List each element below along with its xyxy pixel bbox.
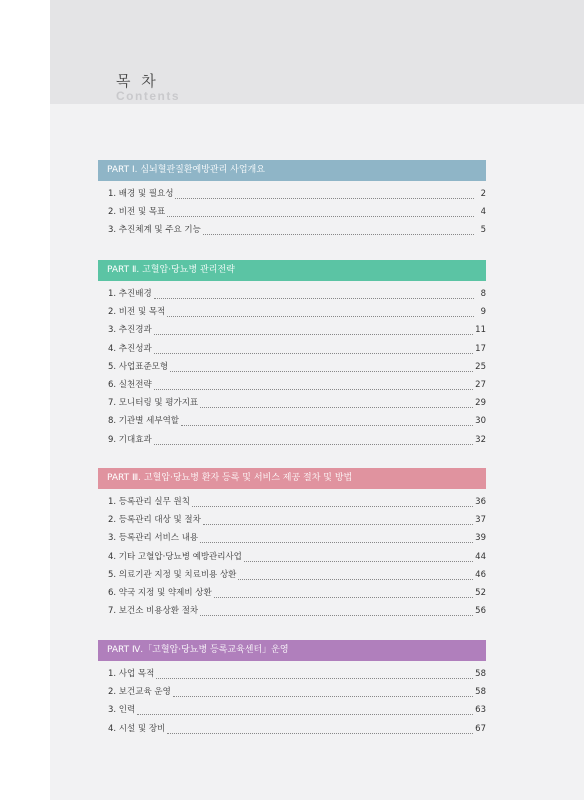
dot-leader	[200, 406, 473, 408]
page-subtitle: Contents	[116, 89, 180, 103]
toc-entry[interactable]	[98, 205, 486, 223]
toc-entry[interactable]	[98, 378, 486, 396]
toc-entry-label: 4. 시설 및 장비	[108, 723, 166, 734]
toc-entry[interactable]	[98, 513, 486, 531]
dot-leader	[214, 596, 473, 598]
toc-page-number: 58	[475, 687, 486, 698]
toc-entry[interactable]	[98, 586, 486, 604]
toc-page-number: 25	[475, 361, 486, 372]
dot-leader	[154, 333, 474, 335]
toc-page-number: 36	[475, 497, 486, 507]
toc-entry-label: 6. 약국 지정 및 약제비 상환	[108, 587, 212, 598]
toc-entry[interactable]	[98, 223, 486, 241]
dot-leader	[175, 197, 474, 199]
dot-leader	[244, 560, 473, 562]
part-3-header[interactable]: PART Ⅲ. 고혈압·당뇨병 환자 등록 및 서비스 제공 절차 및 방법	[98, 468, 486, 489]
toc-entry[interactable]	[98, 495, 486, 513]
left-margin-strip	[0, 0, 50, 800]
toc-page-number: 8	[480, 289, 486, 299]
toc-list	[98, 187, 486, 242]
toc-page-number: 9	[480, 307, 486, 318]
toc-entry-label: 4. 추진성과	[108, 343, 152, 354]
dot-leader	[154, 297, 474, 299]
toc-entry-label: 2. 보건교육 운영	[108, 687, 171, 698]
toc-entry-label: 2. 등록관리 대상 및 절차	[108, 515, 201, 526]
dot-leader	[167, 215, 474, 217]
toc-entry[interactable]	[98, 550, 486, 568]
toc-entry[interactable]	[98, 703, 486, 721]
dot-leader	[181, 424, 473, 426]
dot-leader	[154, 352, 474, 354]
dot-leader	[203, 523, 473, 525]
toc-page-number: 46	[475, 569, 486, 580]
toc-page-number: 2	[480, 189, 486, 199]
toc-entry-label: 9. 기대효과	[108, 434, 152, 445]
toc-list	[98, 495, 486, 622]
toc-entry[interactable]	[98, 604, 486, 622]
toc-entry-label: 1. 사업 목적	[108, 669, 155, 679]
toc-page-number: 29	[475, 398, 486, 409]
toc-entry-label: 3. 인력	[108, 705, 136, 716]
toc-entry[interactable]	[98, 323, 486, 341]
toc-entry[interactable]	[98, 287, 486, 305]
toc-page-number: 27	[475, 379, 486, 390]
toc-entry[interactable]	[98, 360, 486, 378]
toc-entry[interactable]	[98, 414, 486, 432]
toc-page-number: 4	[480, 207, 486, 218]
toc-entry-label: 7. 모니터링 및 평가지표	[108, 398, 199, 409]
dot-leader	[154, 443, 474, 445]
toc-entry[interactable]	[98, 396, 486, 414]
part-4-header[interactable]: PART Ⅳ.「고혈압·당뇨병 등록교육센터」운영	[98, 640, 486, 661]
toc-entry[interactable]	[98, 305, 486, 323]
dot-leader	[154, 388, 474, 390]
dot-leader	[170, 370, 473, 372]
toc-entry-label: 5. 의료기관 지정 및 치료비용 상환	[108, 569, 237, 580]
toc-entry-label: 2. 비전 및 목적	[108, 307, 166, 318]
part-2-header[interactable]: PART Ⅱ. 고혈압·당뇨병 관리전략	[98, 260, 486, 281]
dot-leader	[137, 713, 473, 715]
toc-entry-label: 3. 등록관리 서비스 내용	[108, 533, 199, 544]
toc-entry-label: 1. 배경 및 필요성	[108, 189, 174, 199]
toc-entry[interactable]	[98, 342, 486, 360]
toc-entry-label: 1. 등록관리 실무 원칙	[108, 497, 190, 507]
toc-entry-label: 1. 추진배경	[108, 289, 152, 299]
toc-section-part-1	[98, 160, 486, 242]
toc-entry[interactable]	[98, 568, 486, 586]
toc-entry[interactable]	[98, 667, 486, 685]
part-1-header[interactable]: PART Ⅰ. 심뇌혈관질환예방관리 사업개요	[98, 160, 486, 181]
toc-page-number: 17	[475, 343, 486, 354]
toc-entry-label: 6. 실천전략	[108, 379, 152, 390]
toc-entry[interactable]	[98, 722, 486, 740]
toc-page-number: 37	[475, 515, 486, 526]
toc-entry[interactable]	[98, 685, 486, 703]
toc-page-number: 52	[475, 587, 486, 598]
toc-entry-label: 5. 사업표준모형	[108, 361, 169, 372]
toc-page-number: 5	[480, 225, 486, 236]
toc-entry-label: 8. 기관별 세부역할	[108, 416, 179, 427]
dot-leader	[156, 677, 473, 679]
dot-leader	[238, 578, 473, 580]
toc-entry-label: 2. 비전 및 목표	[108, 207, 166, 218]
toc-entry-label: 4. 기타 고혈압·당뇨병 예방관리사업	[108, 551, 242, 562]
page-title: 목 차	[116, 72, 159, 90]
toc-page-number: 11	[475, 325, 486, 336]
toc-entry-label: 3. 추진체계 및 주요 기능	[108, 225, 201, 236]
toc-entry-label: 7. 보건소 비용상환 절차	[108, 606, 199, 617]
dot-leader	[167, 732, 473, 734]
toc-page-number: 56	[475, 606, 486, 617]
dot-leader	[200, 614, 473, 616]
toc-page-number: 67	[475, 723, 486, 734]
toc-section-part-2	[98, 260, 486, 451]
toc-page-number: 39	[475, 533, 486, 544]
dot-leader	[173, 695, 473, 697]
dot-leader	[192, 505, 473, 507]
toc-entry-label: 3. 추진경과	[108, 325, 152, 336]
toc-entry[interactable]	[98, 187, 486, 205]
toc-page-number: 44	[475, 551, 486, 562]
dot-leader	[200, 541, 473, 543]
toc-entry[interactable]	[98, 433, 486, 451]
toc-entry[interactable]	[98, 531, 486, 549]
toc-page-number: 30	[475, 416, 486, 427]
toc-section-part-3	[98, 468, 486, 622]
dot-leader	[203, 233, 474, 235]
toc-list	[98, 667, 486, 740]
toc-page-number: 32	[475, 434, 486, 445]
toc-list	[98, 287, 486, 451]
dot-leader	[167, 315, 474, 317]
toc-page-number: 63	[475, 705, 486, 716]
toc-section-part-4	[98, 640, 486, 740]
toc-page-number: 58	[475, 669, 486, 679]
